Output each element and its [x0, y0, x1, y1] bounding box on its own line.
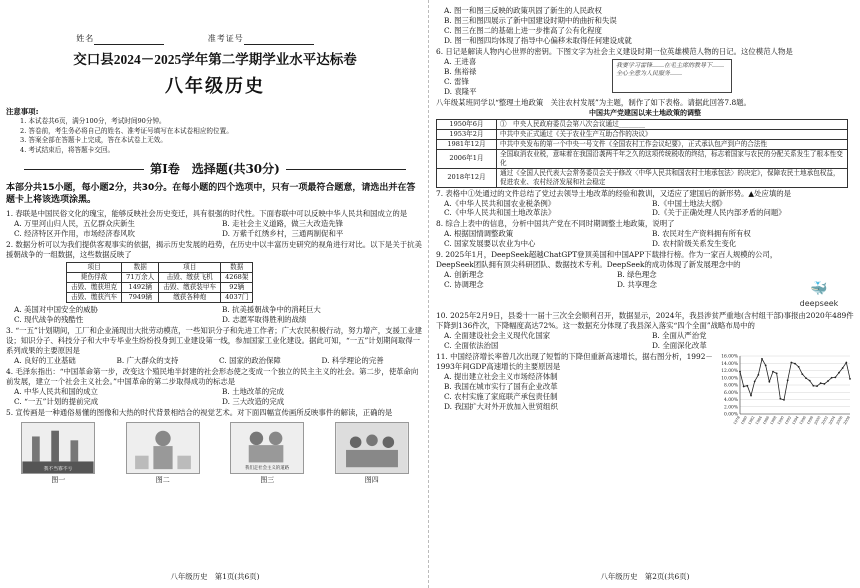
data-point — [809, 380, 811, 382]
data-point — [783, 399, 785, 401]
poster-4 — [335, 422, 409, 485]
table-cell: 中共中央正式通过《关于农业生产互助合作的决议》 — [497, 130, 848, 140]
policy-intro: 八年级某班同学以“整理土地政策 关注农村发展”为主题，制作了如下表格。请据此回答7.8题。 — [436, 97, 751, 107]
option-d[interactable]: D. 志愿军取得胜利的战绩 — [222, 314, 307, 324]
option-d[interactable]: D. 共享理念 — [617, 280, 657, 290]
data-point — [812, 385, 814, 387]
data-point — [798, 366, 800, 368]
table-cell: ① 中央人民政府委员会第八次会议通过________ — [497, 120, 848, 130]
option-c[interactable]: C. 经济特区开作用，市场经济春风吹 — [14, 228, 135, 238]
data-point — [772, 371, 774, 373]
table-row — [67, 272, 253, 282]
option-a[interactable]: A. 提出建立社会主义市场经济体制 — [444, 372, 558, 382]
x-tick-label: 1980 — [740, 415, 749, 426]
name-row — [6, 34, 424, 45]
x-tick-label: 2000 — [813, 415, 822, 426]
notice — [6, 107, 424, 155]
x-tick-label: 1994 — [791, 415, 800, 426]
option-c[interactable]: C. 协调理念 — [444, 280, 484, 290]
poster-3 — [230, 422, 304, 485]
x-tick-label: 1982 — [747, 415, 756, 426]
data-point — [831, 377, 833, 379]
poster-image — [335, 422, 409, 474]
option-d[interactable]: D. 图一和图四均体现了指导中心偏移未取得任何建设成就 — [444, 35, 632, 45]
divider — [24, 169, 144, 170]
option-d[interactable]: D.《关于正确处理人民内部矛盾的问题》 — [652, 208, 786, 218]
data-point — [820, 382, 822, 384]
poster-banner: 我们走社会主义的道路 — [245, 465, 290, 471]
data-point — [834, 377, 836, 379]
option-a[interactable]: A. 根据国情调整政策 — [444, 229, 514, 239]
section-title-text: 第Ⅰ卷 选择题(共30分) — [150, 162, 280, 177]
data-point — [790, 362, 792, 364]
poster-image — [230, 422, 304, 474]
option-b[interactable]: B. 走社会主义道路，做三大改造先锋 — [222, 218, 343, 228]
option-d[interactable]: D. 农村阶级关系发生变化 — [652, 239, 737, 249]
option-c[interactable]: C. 国家发展要以农业为中心 — [444, 239, 536, 249]
option-c[interactable]: C. 全面依法治国 — [444, 341, 499, 351]
data-point — [823, 383, 825, 385]
option-d[interactable]: D. 全面深化改革 — [652, 341, 707, 351]
table-cell: 击毁、缴获飞机 — [159, 272, 221, 282]
table-row — [437, 168, 848, 187]
question-stem: 7. 表格中①处通过的文件总结了党过去领导土地改革的经验和教训，又适应了建国后的新形势。▲处应填的是 — [436, 188, 792, 198]
option-d[interactable]: D. 三大改造的完成 — [222, 396, 285, 406]
data-point — [787, 379, 789, 381]
option-c[interactable]: C. 国家的政治保障 — [219, 355, 281, 365]
subject-title: 八年级历史 — [165, 76, 265, 98]
series-line — [740, 359, 850, 400]
x-tick-label: 2006 — [835, 415, 844, 426]
table-cell: 全国取消农业税，意味着在我国沿袭两千年之久的这项传统税收的终结，标志着国家与农民的分配关系发生了根本性变化 — [497, 149, 848, 168]
question-11 — [436, 352, 854, 428]
data-point — [757, 374, 759, 376]
table-cell: 1950年6月 — [437, 120, 497, 130]
question-options — [6, 305, 424, 325]
option-c[interactable]: C. “一五”计划的提前完成 — [14, 396, 99, 406]
x-tick-label: 2002 — [820, 415, 829, 426]
poster-caption: 图一 — [51, 475, 66, 484]
option-b[interactable]: B. 全面从严治党 — [652, 331, 707, 341]
question-5-options — [436, 6, 854, 46]
q11-text — [436, 352, 714, 428]
option-b[interactable]: B.《中国土地法大纲》 — [652, 198, 727, 208]
option-c[interactable]: C.《中华人民共和国土地改革法》 — [444, 208, 556, 218]
fold-line — [428, 0, 429, 588]
option-a[interactable]: A. 中华人民共和国的成立 — [14, 386, 98, 396]
y-tick-label: 12.00% — [721, 369, 738, 375]
table-row — [437, 149, 848, 168]
poster-1 — [21, 422, 95, 485]
data-point — [842, 367, 844, 369]
option-b[interactable]: B. 图三和图四展示了新中国建设时期中的曲折和失误 — [444, 15, 617, 25]
deepseek-logo — [784, 250, 854, 310]
data-point — [754, 381, 756, 383]
question-stem: 6. 日记是解读人物内心世界的密钥。下图文字为社会主义建设时期一位英雄模范人物的日记。这位模范人物是 — [436, 46, 793, 56]
data-point — [750, 395, 752, 397]
option-a[interactable]: A. 全面建设社会主义现代化国家 — [444, 331, 551, 341]
diary-image: 我要学习雷锋……在毛主席的教导下……全心全意为人民服务…… — [612, 59, 732, 93]
table-cell: 1953年2月 — [437, 130, 497, 140]
page-1 — [6, 6, 424, 582]
table-cell: 4037门 — [221, 292, 253, 302]
option-d[interactable]: D. 万紫千红绣乡村，三通两制促和平 — [222, 228, 344, 238]
option-a[interactable]: A. 创新理念 — [444, 270, 484, 280]
question-1 — [6, 209, 424, 239]
data-point — [816, 385, 818, 387]
data-point — [849, 378, 851, 380]
x-tick-label: 1988 — [769, 415, 778, 426]
poster-2 — [126, 422, 200, 485]
y-tick-label: 10.00% — [721, 376, 738, 382]
question-stem: 10. 2025年2月9日，县委十一届十三次全会顺利召开，数据显示，2024年，我县涉贫严重地(含村组干部)事报由2020年489件下降到136件次，下降幅度高达72%。这一数据充分体现了我县深入落实“四个全面”战略布局中的 — [436, 311, 854, 331]
option-a[interactable]: A. 美国对中国安全的威胁 — [14, 304, 98, 314]
exam-title: 交口县2024－2025学年第二学期学业水平达标卷 — [73, 51, 357, 67]
poster-image — [21, 422, 95, 474]
page-2 — [436, 6, 854, 582]
section-instruction: 本部分共15小题，每小题2分，共30分。在每小题的四个选项中，只有一项最符合题意，请选出并在答题卡上将该选项涂黑。 — [6, 182, 416, 206]
data-point — [743, 386, 745, 388]
table-cell: 缴获各种炮 — [159, 292, 221, 302]
table-header-row — [67, 262, 253, 272]
x-tick-label: 1990 — [776, 415, 785, 426]
option-c[interactable]: C. 图三在图二的基础上进一步推高了公有化程度 — [444, 25, 602, 35]
question-stem: 9. 2025年1月，DeepSeek超越ChatGPT登顶美国和中国APP下载排行榜。作为一家百人规模的公司，DeepSeek团队拥有顶尖科研团队、数据技术专利。DeepSeek的成功体现了新发展理念中的 — [436, 250, 778, 270]
option-b[interactable]: B. 绿色理念 — [617, 270, 657, 280]
option-c[interactable]: C. 现代战争的残酷性 — [14, 314, 84, 324]
table-cell: 71万余人 — [122, 272, 159, 282]
question-9 — [436, 250, 854, 310]
data-point — [805, 377, 807, 379]
table-cell: 4268架 — [221, 272, 253, 282]
table-cell: 中共中央发布的第一个中央一号文件《全国农村工作会议纪要》，正式承认包产到户的合法性 — [497, 140, 848, 150]
table-header: 项目 — [159, 262, 221, 272]
whale-icon: 🐳 — [810, 281, 828, 298]
data-point — [845, 362, 847, 364]
table-row — [437, 130, 848, 140]
poster-image — [126, 422, 200, 474]
x-tick-label: 1986 — [762, 415, 771, 426]
data-point — [776, 373, 778, 375]
table-cell: 1981年12月 — [437, 140, 497, 150]
option-a[interactable]: A. 图一和图三反映的政策巩固了新生的人民政权 — [444, 6, 602, 15]
section-title — [6, 161, 424, 177]
x-tick-label: 1998 — [806, 415, 815, 426]
q6-body — [436, 57, 854, 97]
question-options — [436, 270, 784, 290]
policy-table-caption: 中国共产党建国以来土地政策的调整 — [589, 107, 701, 117]
option-a[interactable]: A. 良好的工业基础 — [14, 355, 76, 365]
question-options — [6, 387, 424, 407]
data-point — [761, 358, 763, 360]
divider — [286, 169, 406, 170]
data-point — [746, 385, 748, 387]
question-options — [436, 331, 854, 351]
data-point — [765, 365, 767, 367]
table-cell: 毙伤俘敌 — [67, 272, 122, 282]
data-point — [838, 372, 840, 374]
question-4 — [6, 367, 424, 407]
x-tick-label: 1984 — [754, 415, 763, 426]
data-point — [768, 381, 770, 383]
question-options — [6, 219, 424, 239]
option-d[interactable]: D. 我国扩大对外开放加入世贸组织 — [444, 401, 558, 411]
option-b[interactable]: B. 焦裕禄 — [444, 66, 477, 76]
x-tick-label: 2008 — [842, 415, 851, 426]
question-stem: 3. “一五”计划期间，工厂和企业涌现出大批劳动模范，一些知识分子和先进工作者；广大农民积极行动，努力增产，支援工业建设；知识分子、科技分子和大中专毕业生纷纷投身到工业建设第一线，参加国家工业化建设。据此可知，“一五”计划期间取得一系列成果的主要原因是 — [6, 325, 423, 355]
gdp-chart — [714, 352, 854, 428]
option-b[interactable]: B. 农民对生产资料拥有所有权 — [652, 229, 751, 239]
name-field[interactable] — [94, 36, 164, 45]
option-a[interactable]: A.《中华人民共和国农业税条例》 — [444, 198, 556, 208]
question-2 — [6, 240, 424, 325]
ticket-field[interactable] — [244, 36, 314, 45]
table-cell: 1492辆 — [122, 282, 159, 292]
question-7 — [436, 189, 854, 219]
poster-row — [6, 422, 424, 485]
question-options — [436, 229, 854, 249]
data-point — [779, 398, 781, 400]
page-footer: 八年级历史 第1页(共6页) — [170, 572, 260, 582]
question-3 — [6, 326, 424, 366]
y-tick-label: 16.00% — [721, 354, 738, 360]
y-tick-label: 14.00% — [721, 361, 738, 367]
question-options — [436, 372, 714, 412]
option-d[interactable]: D. 科学理论的完善 — [321, 355, 384, 365]
y-tick-label: 6.00% — [724, 390, 738, 396]
question-stem: 4. 毛泽东指出：“中国革命第一步，改变这个殖民地半封建的社会形态使之变成一个独立的民主主义的社会。第二步，使革命向前发展，建立一个社会主义社会。”中国革命的第二步取得成功的标志是 — [6, 366, 419, 386]
question-6 — [436, 47, 854, 97]
data-point — [827, 380, 829, 382]
notice-item: 4. 考试结束后，将答题卡交回。 — [20, 145, 115, 154]
notice-title: 注意事项: — [6, 107, 39, 117]
question-5 — [6, 408, 424, 485]
question-options — [436, 57, 546, 97]
x-tick-label: 1996 — [798, 415, 807, 426]
question-stem: 5. 宣传画是一种通俗易懂的图像和大热的时代背景相结合的视觉艺术。对下面四幅宣传画所反映事件的解读，正确的是 — [6, 407, 393, 417]
poster-caption: 图四 — [364, 475, 379, 484]
poster-caption: 图二 — [155, 475, 170, 484]
notice-item: 1. 本试卷共6页，满分100分，考试时间90分钟。 — [20, 117, 166, 126]
data-point — [794, 363, 796, 365]
option-a[interactable]: A. 万里河山归人民，五亿群众庆新生 — [14, 218, 135, 228]
y-tick-label: 0.00% — [724, 412, 738, 418]
poster-banner: 我不当寡不亏 — [43, 466, 73, 472]
table-row — [437, 120, 848, 130]
x-tick-label: 2004 — [828, 415, 837, 426]
ticket-label: 准考证号 — [207, 34, 244, 43]
data-point — [739, 371, 741, 373]
question-options — [6, 356, 424, 366]
x-tick-label: 1992 — [784, 415, 793, 426]
question-stem: 8. 综合上表中的信息，分析中国共产党在不同时期调整土地政策，说明了 — [436, 219, 675, 229]
option-b[interactable]: B. 抗美援朝战争中的消耗巨大 — [222, 304, 321, 314]
poster-caption: 图三 — [260, 475, 275, 484]
notice-item: 2. 答卷前，考生务必将自己的姓名、准考证号填写在本试卷相应的位置。 — [20, 126, 233, 135]
table-cell: 通过《全国人民代表大会常务委员会关于修改〈中华人民共和国农村土地承包法〉的决定》，保障农民土地承包权益，促进农业、农村经济发展和社会稳定 — [497, 168, 848, 187]
gdp-chart-svg — [714, 352, 854, 428]
option-b[interactable]: B. 土地改革的完成 — [222, 386, 284, 396]
q9-text — [436, 250, 784, 310]
table-header: 项目 — [67, 262, 122, 272]
question-stem: 1. 春联是中国民俗文化的瑰宝，能够反映社会历史变迁，具有很强的时代性。下面春联中可以反映中华人民共和国成立的是 — [6, 208, 408, 218]
table-cell: 92辆 — [221, 282, 253, 292]
question-stem: 2. 数据分析可以为我们提供客观事实的依据，揭示历史发展的趋势，在历史中以丰富历史研究的视角进行对比。以下是关于抗美援朝战争的一组数据，这些数据反映了 — [6, 239, 422, 259]
option-c[interactable]: C. 农村实施了家庭联产承包责任制 — [444, 391, 558, 401]
option-b[interactable]: B. 我国在城市实行了国有企业改革 — [444, 382, 558, 391]
x-tick-label: 1978 — [732, 415, 741, 426]
policy-table — [436, 119, 848, 187]
question-10 — [436, 311, 854, 351]
option-a[interactable]: A. 王进喜 — [444, 56, 477, 66]
data-point — [801, 373, 803, 375]
option-c[interactable]: C. 雷锋 — [444, 76, 469, 86]
table-cell: 击毁、缴获汽车 — [67, 292, 122, 302]
table-row — [437, 140, 848, 150]
question-options — [436, 199, 854, 219]
table-header: 数据 — [221, 262, 253, 272]
option-d[interactable]: D. 袁隆平 — [444, 86, 477, 96]
question-8 — [436, 219, 854, 249]
table-row — [67, 282, 253, 292]
option-b[interactable]: B. 广大群众的支持 — [116, 355, 179, 365]
data-table — [66, 262, 253, 303]
name-label: 姓名 — [76, 34, 95, 43]
table-cell: 击毁、缴获坦克 — [67, 282, 122, 292]
y-tick-label: 4.00% — [724, 398, 738, 404]
table-cell: 击毁、缴获装甲车 — [159, 282, 221, 292]
page-footer: 八年级历史 第2页(共6页) — [600, 572, 690, 582]
table-cell: 7949辆 — [122, 292, 159, 302]
y-tick-label: 2.00% — [724, 405, 738, 411]
logo-text: deepseek — [799, 299, 839, 309]
y-tick-label: 8.00% — [724, 383, 738, 389]
table-cell: 2006年1月 — [437, 149, 497, 168]
table-header: 数据 — [122, 262, 159, 272]
table-cell: 2018年12月 — [437, 168, 497, 187]
table-row — [67, 292, 253, 302]
notice-item: 3. 答案全部在答题卡上完成，答在本试卷上无效。 — [20, 136, 167, 145]
question-stem: 11. 中国经济增长率曾几次出现了短暂的下降但重新高速增长，据右图分析，1992－1993年间GDP高速增长的主要原因是 — [436, 352, 713, 372]
